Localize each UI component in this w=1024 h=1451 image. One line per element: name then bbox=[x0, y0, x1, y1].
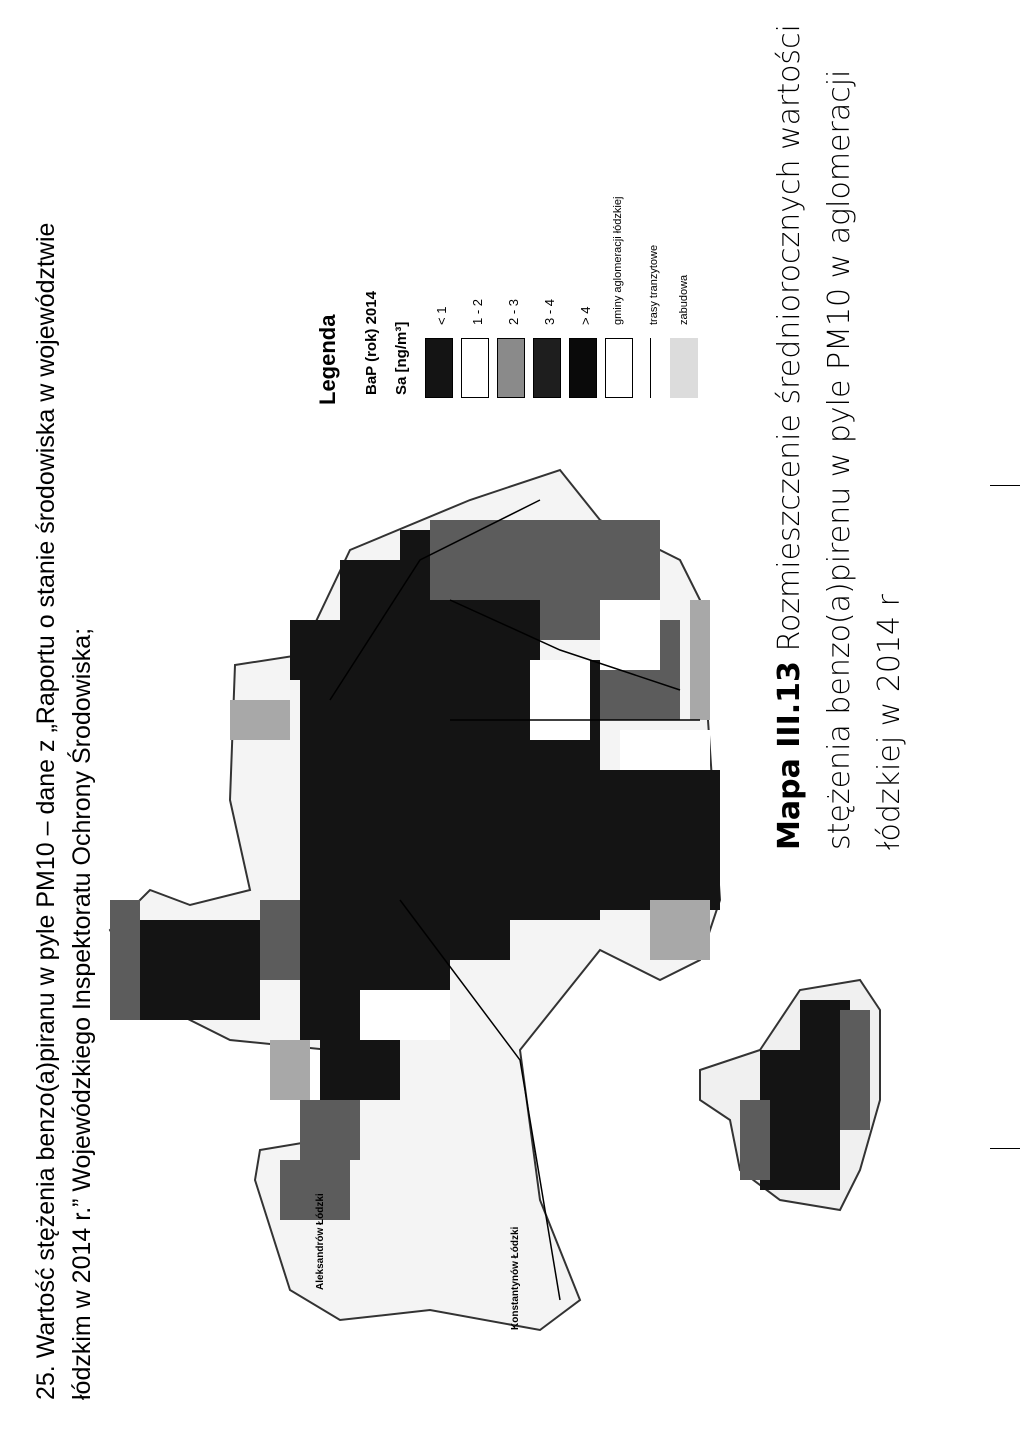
legend-swatch-gminy bbox=[605, 338, 633, 398]
margin-mark-bottom bbox=[990, 1148, 1020, 1149]
header-line-1: 25. Wartość stężenia benzo(a)piranu w pyle PM10 – dane z „Raportu o stanie środowiska w województwie bbox=[32, 222, 60, 1400]
margin-mark-top bbox=[990, 485, 1020, 486]
legend-label-3-4: 3 - 4 bbox=[542, 298, 557, 325]
town-label-konstantynow: Konstantynów Łódzki bbox=[510, 1226, 521, 1330]
legend-title: Legenda bbox=[315, 314, 340, 405]
legend-label-gminy: gminy aglomeracji łódzkiej bbox=[612, 196, 624, 325]
legend-label-2-3: 2 - 3 bbox=[506, 298, 521, 325]
legend-swatch-lt1 bbox=[425, 338, 453, 398]
map-caption-line-2: stężenia benzo(a)pirenu w pyle PM10 w aglomeracji bbox=[822, 69, 857, 850]
legend-label-lt1: < 1 bbox=[434, 306, 449, 325]
legend-swatch-3-4 bbox=[533, 338, 561, 398]
legend-swatch-zabudowa bbox=[670, 338, 698, 398]
legend-subtitle-2: Sa [ng/m³] bbox=[393, 321, 410, 395]
header-line-2: łódzkim w 2014 r.” Wojewódzkiego Inspektoratu Ochrony Środowiska; bbox=[68, 627, 96, 1400]
legend-swatch-gt4 bbox=[569, 338, 597, 398]
map-caption-line-1 bbox=[765, 24, 815, 850]
map-caption-label: Mapa III.13 bbox=[772, 661, 807, 850]
legend-label-1-2: 1 - 2 bbox=[470, 298, 485, 325]
legend-label-transit: trasy tranzytowe bbox=[648, 244, 660, 325]
town-label-aleksandrow: Aleksandrów Łódzki bbox=[315, 1193, 326, 1290]
legend-label-gt4: > 4 bbox=[578, 306, 593, 325]
map-caption-text-1: Rozmieszczenie średniorocznych wartości bbox=[772, 24, 807, 662]
legend-label-zabudowa: zabudowa bbox=[678, 274, 690, 325]
map-caption-line-3: łódzkiej w 2014 r bbox=[872, 594, 907, 850]
legend-swatch-1-2 bbox=[461, 338, 489, 398]
legend-subtitle-1: BaP (rok) 2014 bbox=[363, 291, 380, 395]
legend-swatch-2-3 bbox=[497, 338, 525, 398]
legend-line-transit bbox=[650, 338, 651, 398]
